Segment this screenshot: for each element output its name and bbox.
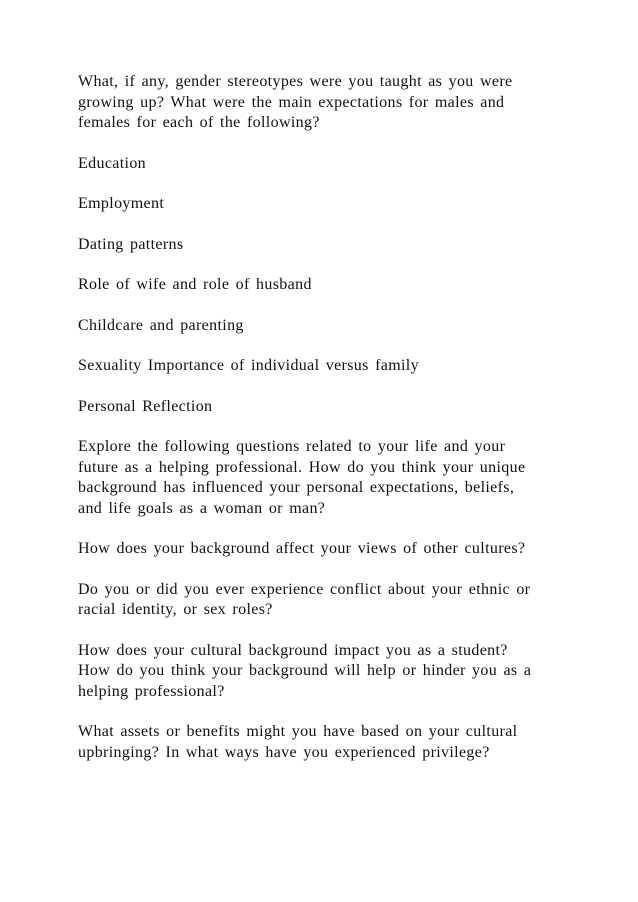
question-student-impact: How does your cultural background impact you as a student? How do you think your background will help or hinder you as a helping professional? — [78, 641, 532, 700]
topic-education: Education — [78, 154, 147, 172]
reflection-prompt: Explore the following questions related to your life and your future as a helping professional. How do you think your unique background has influenced your personal expectations, beliefs, and life goals as a woman or man? — [78, 438, 526, 517]
section-heading-personal-reflection: Personal Reflection — [78, 397, 213, 415]
question-privilege: What assets or benefits might you have based on your cultural upbringing? In what ways have you experienced privilege? — [78, 723, 518, 761]
question-other-cultures: How does your background affect your views of other cultures? — [78, 540, 526, 557]
intro-question: What, if any, gender stereotypes were you taught as you were growing up? What were the main expectations for males and females for each of the following? — [78, 73, 513, 131]
topic-childcare: Childcare and parenting — [78, 316, 244, 334]
topic-sexuality: Sexuality Importance of individual versus family — [78, 357, 419, 374]
topic-roles: Role of wife and role of husband — [78, 276, 312, 293]
topic-dating-patterns: Dating patterns — [78, 235, 184, 253]
question-identity-conflict: Do you or did you ever experience conflict about your ethnic or racial identity, or sex roles? — [78, 580, 531, 618]
topic-employment: Employment — [78, 195, 165, 212]
